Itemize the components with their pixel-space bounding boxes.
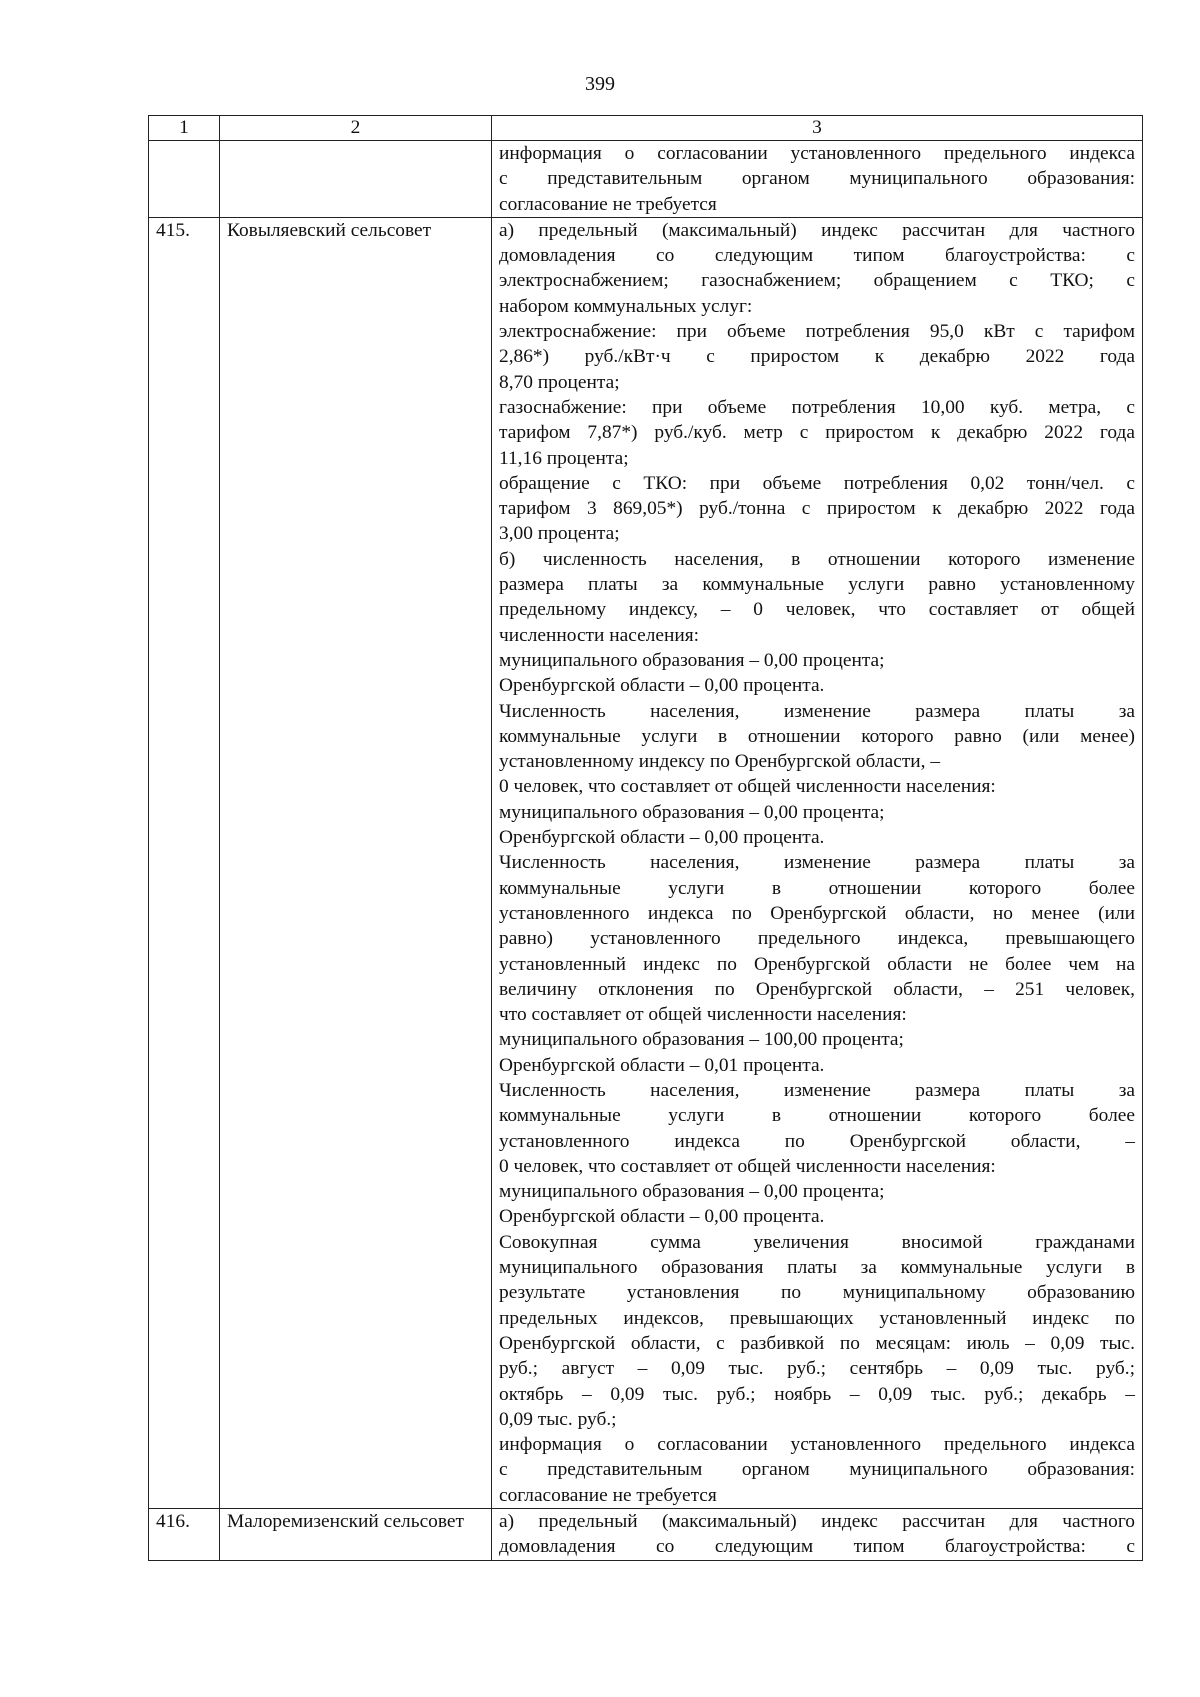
text-line: электроснабжение: при объеме потребления 95,0 кВт с тарифом: [499, 321, 1135, 343]
row-text-cell: [492, 141, 1143, 218]
table-row-416: [149, 1509, 1143, 1561]
text-line: что составляет от общей численности населения:: [499, 1004, 907, 1026]
text-line: численности населения:: [499, 624, 700, 646]
text-line: информация о согласовании установленного предельного индекса: [499, 143, 1135, 164]
text-line: информация о согласовании установленного предельного индекса: [499, 1434, 1135, 1456]
table-row-continuation: [149, 141, 1143, 218]
text-line: домовладения со следующим типом благоустройства: с: [499, 245, 1135, 267]
text-line: Оренбургской области – 0,00 процента.: [499, 675, 825, 697]
text-line: тарифом 3 869,05*) руб./тонна с приростом к декабрю 2022 года: [499, 498, 1135, 520]
row-name-cell: [220, 141, 492, 218]
text-line: установленный индекс по Оренбургской области не более чем на: [499, 953, 1135, 975]
text-line: коммунальные услуги в отношении которого более: [499, 877, 1135, 899]
text-line: Оренбургской области – 0,01 процента.: [499, 1054, 825, 1076]
text-line: Оренбургской области – 0,00 процента.: [499, 1206, 825, 1228]
text-line: согласование не требуется: [499, 1484, 717, 1506]
text-line: а) предельный (максимальный) индекс рассчитан для частного: [499, 1511, 1135, 1533]
text-line: б) численность населения, в отношении которого изменение: [499, 548, 1135, 570]
row-number: 416.: [149, 1509, 220, 1561]
text-line: руб.; август – 0,09 тыс. руб.; сентябрь – 0,09 тыс. руб.;: [499, 1358, 1135, 1380]
text-line: обращение с ТКО: при объеме потребления 0,02 тонн/чел. с: [499, 472, 1135, 494]
table-row-415: [149, 217, 1143, 1508]
column-header-3: 3: [492, 116, 1143, 141]
text-line: 11,16 процента;: [499, 447, 629, 469]
text-line: муниципального образования – 0,00 процента;: [499, 801, 885, 823]
text-line: 0,09 тыс. руб.;: [499, 1408, 617, 1430]
text-line: Совокупная сумма увеличения вносимой гражданами: [499, 1231, 1135, 1253]
text-line: муниципального образования платы за коммунальные услуги в: [499, 1257, 1135, 1279]
text-line: установленного индекса по Оренбургской области, –: [499, 1130, 1135, 1152]
text-line: величину отклонения по Оренбургской области, – 251 человек,: [499, 978, 1135, 1000]
text-line: коммунальные услуги в отношении которого равно (или менее): [499, 725, 1135, 747]
text-line: 0 человек, что составляет от общей численности населения:: [499, 1155, 996, 1177]
document-table: [148, 115, 1143, 1561]
text-line: газоснабжение: при объеме потребления 10,00 куб. метра, с: [499, 396, 1135, 418]
text-line: Оренбургской области, с разбивкой по месяцам: июль – 0,09 тыс.: [499, 1332, 1135, 1354]
text-line: муниципального образования – 0,00 процента;: [499, 649, 885, 671]
settlement-name: Малоремизенский сельсовет: [220, 1509, 492, 1561]
text-line: тарифом 7,87*) руб./куб. метр с приростом к декабрю 2022 года: [499, 422, 1135, 444]
text-line: 2,86*) руб./кВт·ч с приростом к декабрю 2022 года: [499, 346, 1135, 368]
text-line: 3,00 процента;: [499, 523, 620, 545]
row-text-cell: [492, 217, 1143, 1508]
text-line: Численность населения, изменение размера платы за: [499, 852, 1135, 874]
text-line: размера платы за коммунальные услуги равно установленному: [499, 574, 1135, 596]
text-line: муниципального образования – 0,00 процента;: [499, 1181, 885, 1203]
text-line: электроснабжением; газоснабжением; обращением с ТКО; с: [499, 270, 1135, 292]
row-number: 415.: [149, 217, 220, 1508]
text-line: согласование не требуется: [499, 193, 717, 215]
text-line: с представительным органом муниципального образования:: [499, 1459, 1135, 1481]
text-line: предельному индексу, – 0 человек, что составляет от общей: [499, 599, 1135, 621]
column-header-2: 2: [220, 116, 492, 141]
column-header-1: 1: [149, 116, 220, 141]
text-line: 0 человек, что составляет от общей численности населения:: [499, 776, 996, 798]
text-line: установленному индексу по Оренбургской области, –: [499, 751, 941, 773]
row-number-cell: [149, 141, 220, 218]
text-line: муниципального образования – 100,00 процента;: [499, 1029, 904, 1051]
text-line: набором коммунальных услуг:: [499, 295, 753, 317]
text-line: предельных индексов, превышающих установленный индекс по: [499, 1307, 1135, 1329]
settlement-name: Ковыляевский сельсовет: [220, 217, 492, 1508]
page-number: 399: [585, 73, 615, 95]
text-line: а) предельный (максимальный) индекс рассчитан для частного: [499, 219, 1135, 241]
text-line: результате установления по муниципальному образованию: [499, 1282, 1135, 1304]
row-text-cell: [492, 1509, 1143, 1561]
text-line: домовладения со следующим типом благоустройства: с: [499, 1536, 1135, 1558]
text-line: октябрь – 0,09 тыс. руб.; ноябрь – 0,09 тыс. руб.; декабрь –: [499, 1383, 1135, 1405]
text-line: Оренбургской области – 0,00 процента.: [499, 827, 825, 849]
text-line: Численность населения, изменение размера платы за: [499, 1079, 1135, 1101]
table-header-row: [149, 116, 1143, 141]
text-line: с представительным органом муниципального образования:: [499, 168, 1135, 190]
text-line: 8,70 процента;: [499, 371, 620, 393]
text-line: коммунальные услуги в отношении которого более: [499, 1105, 1135, 1127]
text-line: установленного индекса по Оренбургской области, но менее (или: [499, 902, 1135, 924]
text-line: Численность населения, изменение размера платы за: [499, 700, 1135, 722]
text-line: равно) установленного предельного индекса, превышающего: [499, 928, 1135, 950]
